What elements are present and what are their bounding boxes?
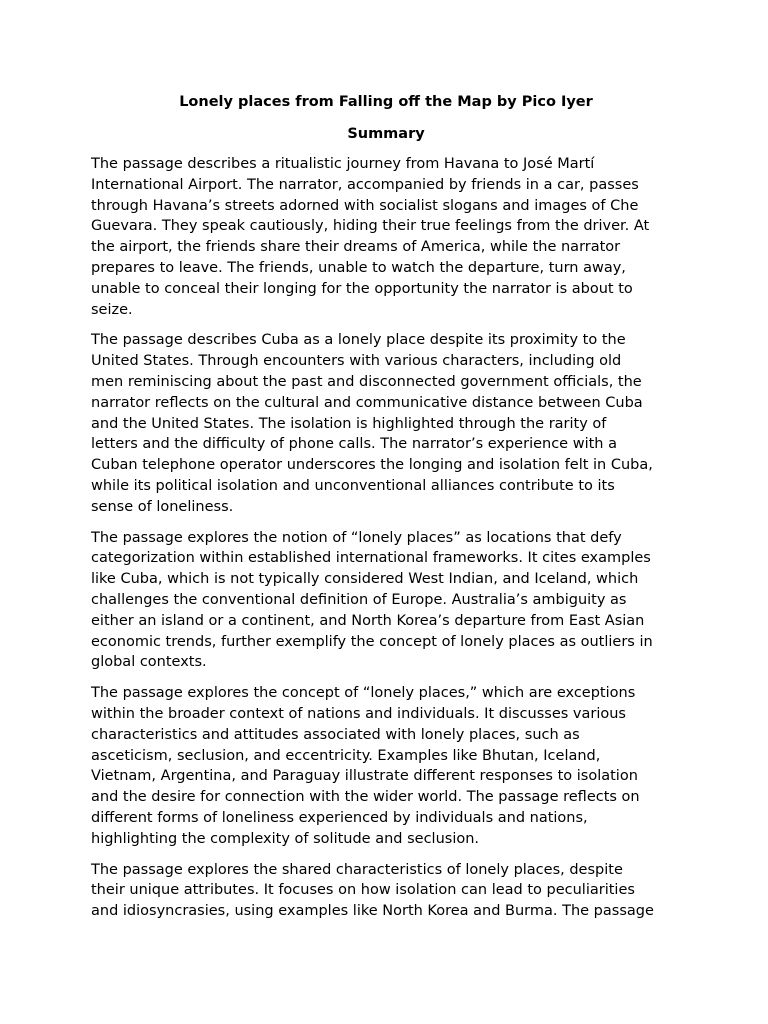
paragraph-4: [91, 683, 681, 849]
document-title: Lonely places from Falling off the Map by Pico Iyer: [179, 94, 593, 110]
paragraph-line: like Cuba, which is not typically considered West Indian, and Iceland, which: [91, 571, 639, 588]
paragraph-line: asceticism, seclusion, and eccentricity. Examples like Bhutan, Iceland,: [91, 747, 601, 764]
paragraph-line: sense of loneliness.: [91, 498, 234, 515]
paragraph-line: and the desire for connection with the wider world. The passage reflects on: [91, 789, 640, 806]
paragraph-2: [91, 330, 681, 517]
paragraph-line: The passage describes a ritualistic journey from Havana to José Martí: [91, 156, 595, 172]
paragraph-5: [91, 860, 681, 922]
paragraph-line: unable to conceal their longing for the opportunity the narrator is about to: [91, 280, 633, 297]
paragraph-line: their unique attributes. It focuses on how isolation can lead to peculiarities: [91, 882, 635, 899]
paragraph-line: global contexts.: [91, 654, 207, 671]
document-subtitle: Summary: [347, 126, 425, 142]
paragraph-line: The passage explores the shared characteristics of lonely places, despite: [91, 861, 623, 878]
paragraph-line: The passage describes Cuba as a lonely place despite its proximity to the: [91, 332, 626, 349]
paragraph-line: letters and the difficulty of phone calls. The narrator’s experience with a: [91, 436, 617, 453]
paragraph-line: prepares to leave. The friends, unable to watch the departure, turn away,: [91, 259, 626, 276]
paragraph-3: [91, 528, 681, 674]
paragraph-line: The passage explores the concept of “lonely places,” which are exceptions: [91, 685, 636, 702]
paragraph-line: International Airport. The narrator, accompanied by friends in a car, passes: [91, 176, 639, 193]
paragraph-line: United States. Through encounters with various characters, including old: [91, 353, 622, 370]
paragraph-line: within the broader context of nations and individuals. It discusses various: [91, 705, 626, 722]
paragraph-line: and the United States. The isolation is highlighted through the rarity of: [91, 415, 607, 432]
paragraph-line: Guevara. They speak cautiously, hiding their true feelings from the driver. At: [91, 218, 650, 235]
paragraph-line: characteristics and attitudes associated with lonely places, such as: [91, 726, 580, 743]
paragraph-line: either an island or a continent, and North Korea’s departure from East Asian: [91, 612, 645, 629]
paragraph-line: narrator reflects on the cultural and communicative distance between Cuba: [91, 394, 643, 411]
paragraph-line: and idiosyncrasies, using examples like North Korea and Burma. The passage: [91, 903, 654, 920]
paragraph-line: The passage explores the notion of “lonely places” as locations that defy: [91, 529, 622, 546]
document-content: [91, 92, 681, 922]
paragraph-line: categorization within established international frameworks. It cites examples: [91, 550, 651, 567]
paragraph-line: through Havana’s streets adorned with socialist slogans and images of Che: [91, 197, 639, 214]
paragraph-line: highlighting the complexity of solitude and seclusion.: [91, 830, 480, 847]
paragraph-1: [91, 154, 681, 320]
paragraph-line: Cuban telephone operator underscores the longing and isolation felt in Cuba,: [91, 457, 653, 474]
paragraph-line: challenges the conventional definition of Europe. Australia’s ambiguity as: [91, 591, 627, 608]
paragraph-line: different forms of loneliness experienced by individuals and nations,: [91, 809, 588, 826]
paragraph-line: Vietnam, Argentina, and Paraguay illustrate different responses to isolation: [91, 768, 638, 785]
paragraph-line: the airport, the friends share their dreams of America, while the narrator: [91, 239, 621, 256]
paragraph-line: seize.: [91, 301, 133, 318]
paragraph-line: economic trends, further exemplify the concept of lonely places as outliers in: [91, 633, 653, 650]
paragraph-line: men reminiscing about the past and disconnected government officials, the: [91, 373, 642, 390]
paragraph-line: while its political isolation and unconventional alliances contribute to its: [91, 477, 615, 494]
